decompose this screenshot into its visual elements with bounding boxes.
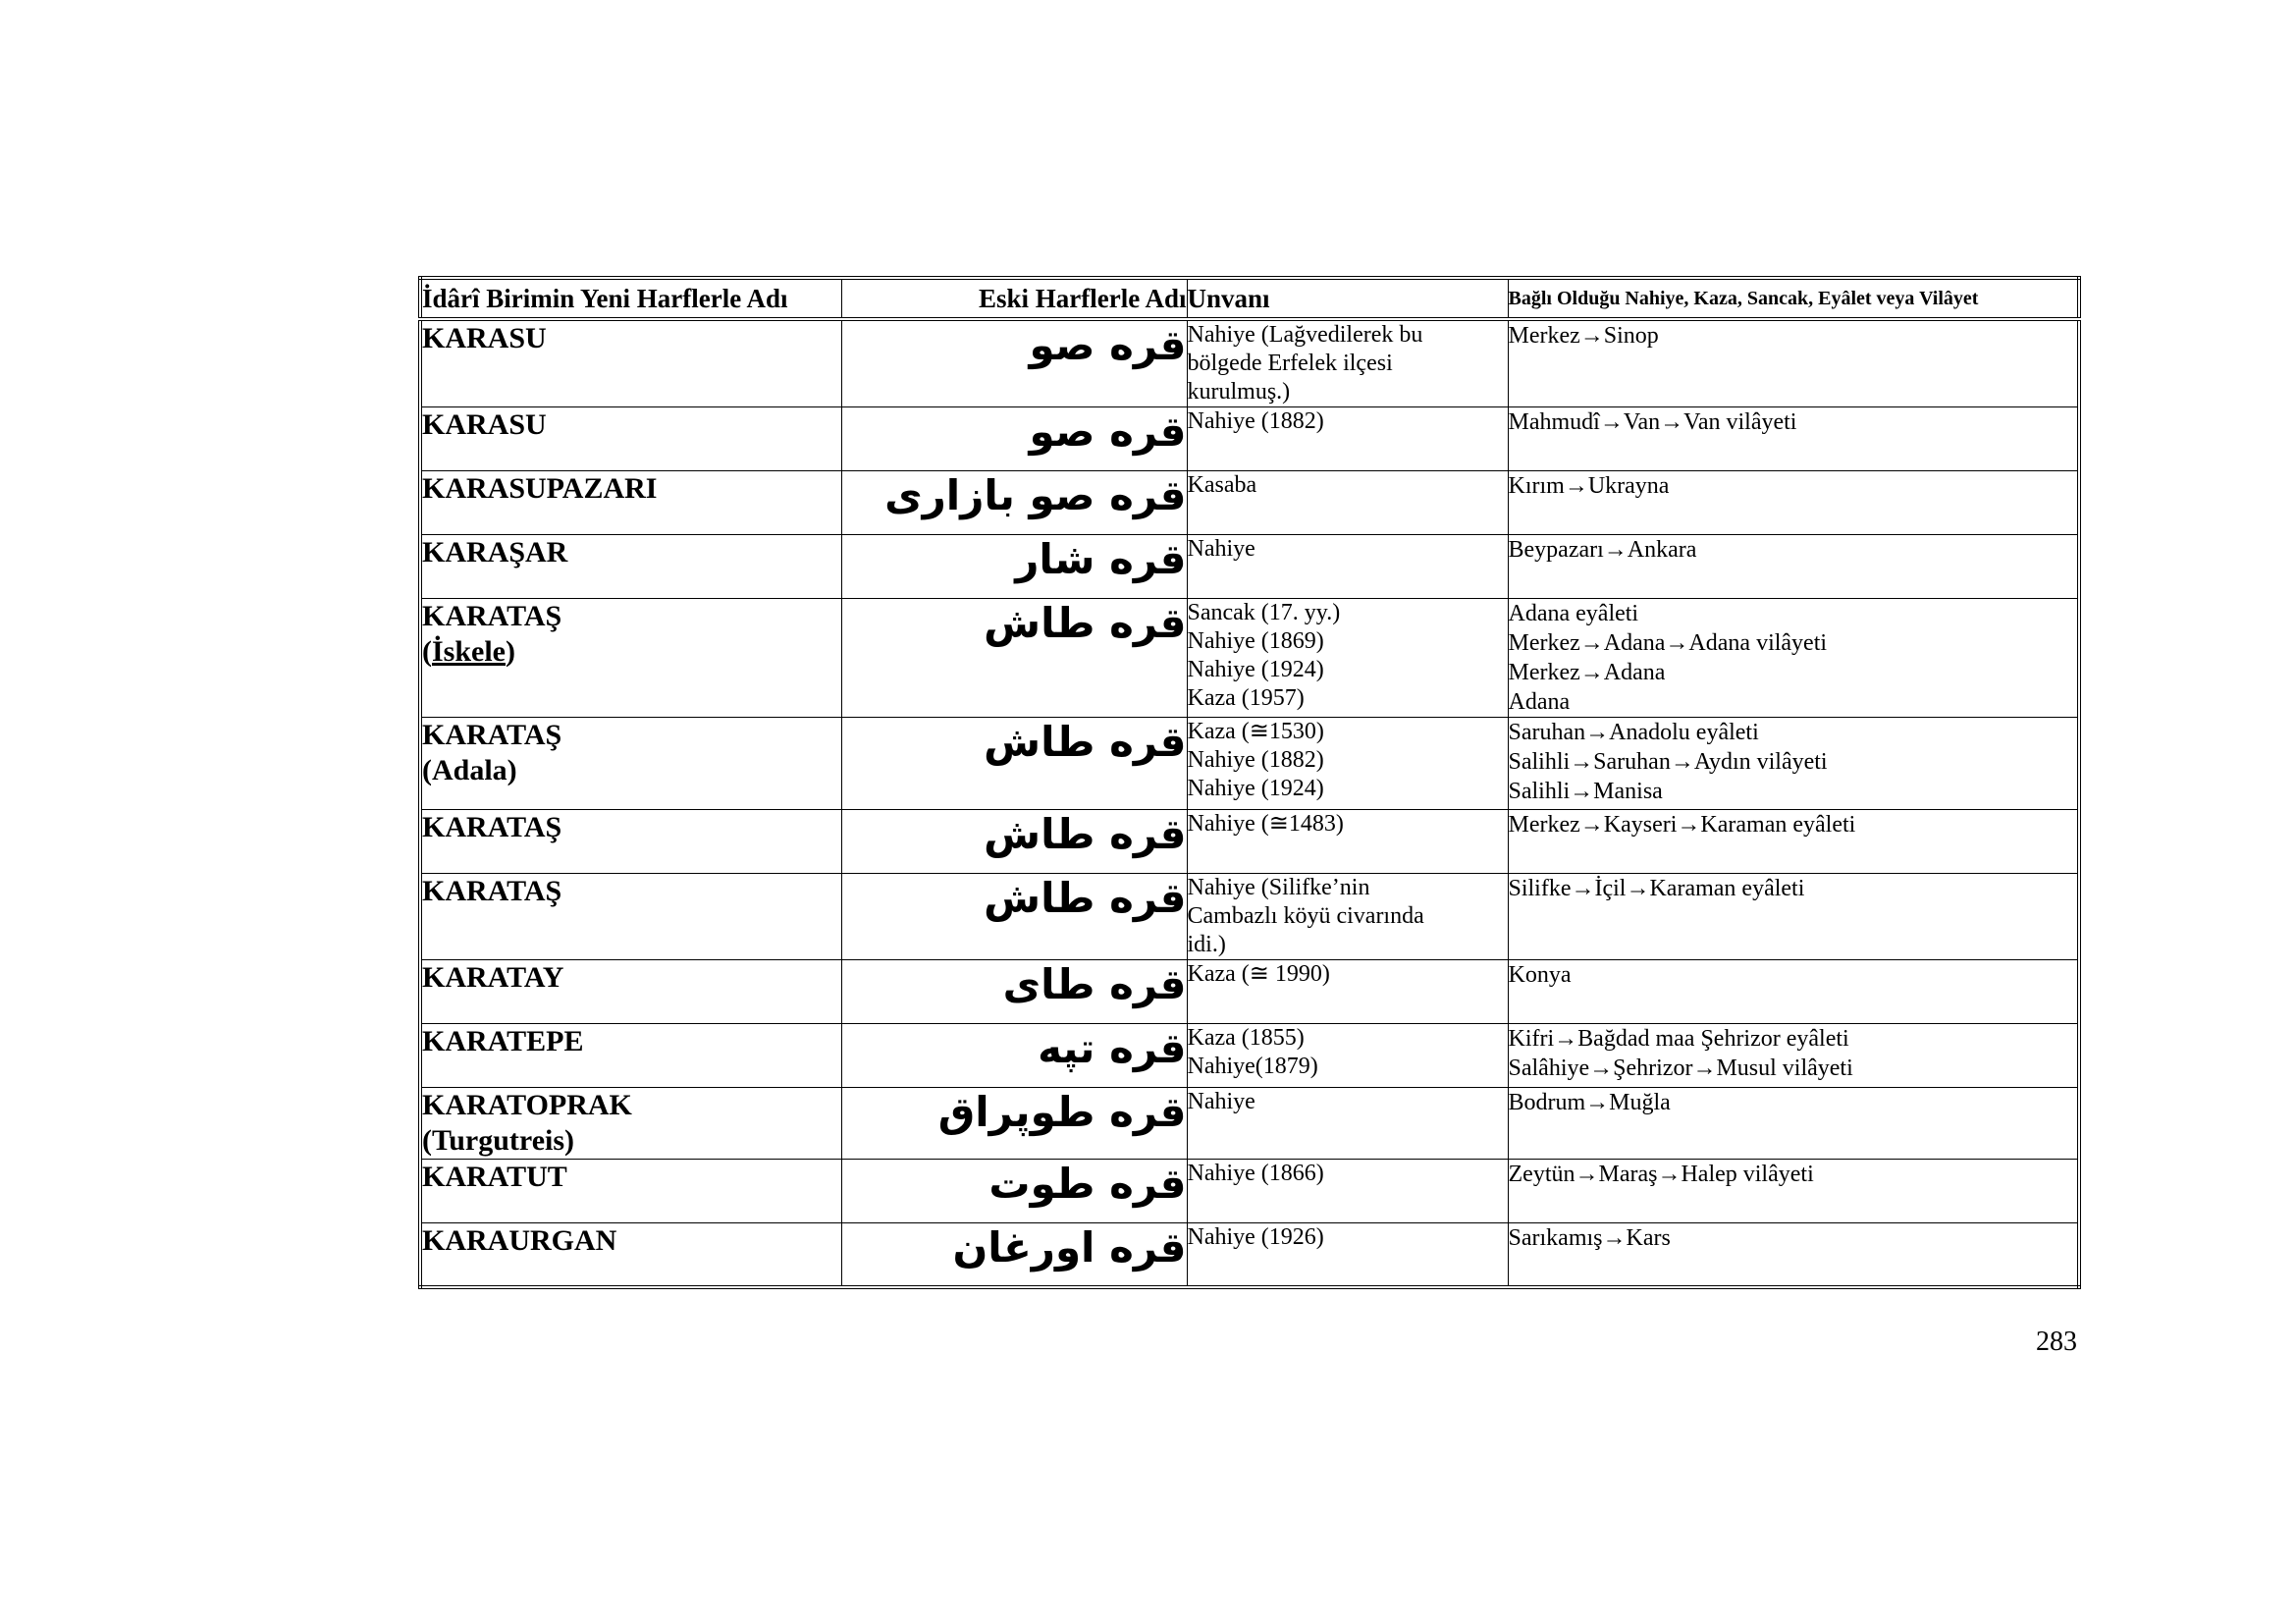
unit-name: KARAŞAR [422, 536, 568, 568]
unit-title-line: Nahiye (Silifke’nin [1187, 875, 1370, 900]
table-row [420, 1223, 2079, 1287]
unit-title-line: Kaza (1957) [1187, 685, 1305, 711]
old-script-name: قره طوت [841, 1160, 1187, 1223]
parent-unit-line: Bodrum→Muğla [1508, 1090, 1671, 1115]
parent-unit-line: Salâhiye→Şehrizor→Musul vilâyeti [1508, 1056, 1853, 1081]
unit-title-cell [1187, 874, 1508, 960]
unit-title-line: Nahiye (1924) [1187, 657, 1324, 682]
table-row [420, 407, 2079, 471]
parent-unit-line: Merkez→Adana→Adana vilâyeti [1508, 630, 1828, 656]
unit-title-line: Nahiye (1924) [1187, 776, 1324, 801]
administrative-units-table [418, 276, 2081, 1289]
parent-unit-cell [1508, 718, 2079, 810]
unit-name-cell [420, 960, 841, 1024]
unit-title-cell [1187, 1024, 1508, 1088]
unit-title-line: idi.) [1187, 932, 1226, 957]
parent-unit-line: Mahmudî→Van→Van vilâyeti [1508, 409, 1797, 435]
unit-title-cell [1187, 718, 1508, 810]
unit-name: KARAURGAN [422, 1224, 617, 1257]
unit-name: KARASU [422, 322, 547, 354]
table-header-row [420, 278, 2079, 319]
unit-title-line: Nahiye (Lağvedilerek bu [1187, 322, 1423, 348]
parent-unit-cell [1508, 1223, 2079, 1287]
old-script-name: قره اورغان [841, 1223, 1187, 1287]
unit-title-cell [1187, 407, 1508, 471]
parent-unit-line: Salihli→Saruhan→Aydın vilâyeti [1508, 749, 1828, 775]
parent-unit-cell [1508, 599, 2079, 718]
parent-unit-line: Konya [1508, 962, 1572, 988]
unit-name-cell [420, 1024, 841, 1088]
table-body [420, 319, 2079, 1287]
unit-name: KARASU [422, 408, 547, 441]
unit-title-cell [1187, 1223, 1508, 1287]
header-old-name: Eski Harflerle Adı [841, 278, 1187, 319]
parent-unit-line: Silifke→İçil→Karaman eyâleti [1508, 876, 1805, 901]
table-row [420, 718, 2079, 810]
unit-title-cell [1187, 535, 1508, 599]
unit-title-line: Nahiye(1879) [1187, 1054, 1318, 1079]
unit-name-cell [420, 407, 841, 471]
parent-unit-line: Beypazarı→Ankara [1508, 537, 1697, 563]
unit-name-cell [420, 1088, 841, 1160]
unit-name-cell [420, 810, 841, 874]
table-row [420, 1024, 2079, 1088]
unit-title-line: Kaza (≅1530) [1187, 719, 1324, 744]
parent-unit-cell [1508, 1024, 2079, 1088]
unit-title-line: Nahiye [1187, 1089, 1255, 1114]
old-script-name: قره صو بازارى [841, 471, 1187, 535]
unit-title-line: Nahiye (1882) [1187, 408, 1324, 434]
parent-unit-line: Kifri→Bağdad maa Şehrizor eyâleti [1508, 1026, 1849, 1052]
table-row [420, 599, 2079, 718]
unit-title-cell [1187, 960, 1508, 1024]
unit-name: KARATAŞ [422, 875, 562, 907]
unit-title-cell [1187, 810, 1508, 874]
unit-name: KARATAY [422, 961, 564, 994]
old-script-name: قره تپه [841, 1024, 1187, 1088]
parent-unit-line: Adana eyâleti [1508, 601, 1639, 626]
table-row [420, 319, 2079, 407]
parent-unit-cell [1508, 1088, 2079, 1160]
unit-title-line: kurulmuş.) [1187, 379, 1291, 405]
old-script-name: قره طاش [841, 718, 1187, 810]
old-script-name: قره طاش [841, 599, 1187, 718]
old-script-name: قره صو [841, 319, 1187, 407]
parent-unit-cell [1508, 471, 2079, 535]
unit-title-cell [1187, 1088, 1508, 1160]
unit-name: KARASUPAZARI [422, 472, 658, 505]
unit-title-line: Nahiye (1882) [1187, 747, 1324, 773]
page-number: 283 [2036, 1326, 2077, 1357]
header-title: Unvanı [1187, 278, 1508, 319]
unit-title-line: Nahiye (≅1483) [1187, 811, 1344, 837]
parent-unit-line: Adana [1508, 689, 1571, 715]
table-row [420, 960, 2079, 1024]
unit-alt-name: (İskele) [422, 635, 515, 668]
unit-title-cell [1187, 319, 1508, 407]
table-row [420, 1160, 2079, 1223]
unit-name: KARATUT [422, 1161, 567, 1193]
old-script-name: قره طاش [841, 810, 1187, 874]
unit-name: KARATAŞ [422, 811, 562, 843]
parent-unit-line: Saruhan→Anadolu eyâleti [1508, 720, 1759, 745]
unit-title-cell [1187, 599, 1508, 718]
header-new-name: İdârî Birimin Yeni Harflerle Adı [420, 278, 841, 319]
unit-name-cell [420, 1160, 841, 1223]
parent-unit-cell [1508, 874, 2079, 960]
unit-alt-name: (Turgutreis) [422, 1124, 575, 1157]
unit-title-line: Nahiye (1866) [1187, 1161, 1324, 1186]
unit-name: KARATEPE [422, 1025, 584, 1057]
unit-name: KARATAŞ [422, 719, 562, 751]
table-row [420, 535, 2079, 599]
parent-unit-line: Zeytün→Maraş→Halep vilâyeti [1508, 1162, 1814, 1187]
table-row [420, 1088, 2079, 1160]
old-script-name: قره شار [841, 535, 1187, 599]
old-script-name: قره صو [841, 407, 1187, 471]
unit-title-cell [1187, 1160, 1508, 1223]
parent-unit-line: Kırım→Ukrayna [1508, 473, 1670, 499]
table-row [420, 471, 2079, 535]
unit-alt-name: (Adala) [422, 754, 517, 786]
old-script-name: قره طاش [841, 874, 1187, 960]
parent-unit-line: Sarıkamış→Kars [1508, 1225, 1671, 1251]
unit-name: KARATOPRAK [422, 1089, 632, 1121]
table-row [420, 810, 2079, 874]
parent-unit-cell [1508, 810, 2079, 874]
parent-unit-cell [1508, 535, 2079, 599]
old-script-name: قره طاى [841, 960, 1187, 1024]
header-parent: Bağlı Olduğu Nahiye, Kaza, Sancak, Eyâlet veya Vilâyet [1508, 278, 2079, 319]
parent-unit-cell [1508, 960, 2079, 1024]
unit-title-line: bölgede Erfelek ilçesi [1187, 351, 1393, 376]
unit-name-cell [420, 471, 841, 535]
old-script-name: قره طوپراق [841, 1088, 1187, 1160]
parent-unit-line: Merkez→Kayseri→Karaman eyâleti [1508, 812, 1856, 838]
unit-name-cell [420, 1223, 841, 1287]
unit-name: KARATAŞ [422, 600, 562, 632]
unit-title-line: Kaza (≅ 1990) [1187, 961, 1330, 987]
unit-name-cell [420, 319, 841, 407]
table-row [420, 874, 2079, 960]
unit-title-line: Nahiye (1926) [1187, 1224, 1324, 1250]
parent-unit-cell [1508, 319, 2079, 407]
unit-title-line: Nahiye [1187, 536, 1255, 562]
unit-title-line: Kasaba [1187, 472, 1257, 498]
parent-unit-line: Merkez→Adana [1508, 660, 1666, 685]
unit-name-cell [420, 874, 841, 960]
parent-unit-cell [1508, 1160, 2079, 1223]
unit-title-line: Nahiye (1869) [1187, 628, 1324, 654]
parent-unit-line: Merkez→Sinop [1508, 323, 1659, 349]
unit-name-cell [420, 718, 841, 810]
unit-title-line: Sancak (17. yy.) [1187, 600, 1341, 625]
unit-title-line: Kaza (1855) [1187, 1025, 1305, 1051]
unit-title-cell [1187, 471, 1508, 535]
unit-name-cell [420, 535, 841, 599]
unit-title-line: Cambazlı köyü civarında [1187, 903, 1424, 929]
parent-unit-line: Salihli→Manisa [1508, 779, 1663, 804]
parent-unit-cell [1508, 407, 2079, 471]
unit-name-cell [420, 599, 841, 718]
